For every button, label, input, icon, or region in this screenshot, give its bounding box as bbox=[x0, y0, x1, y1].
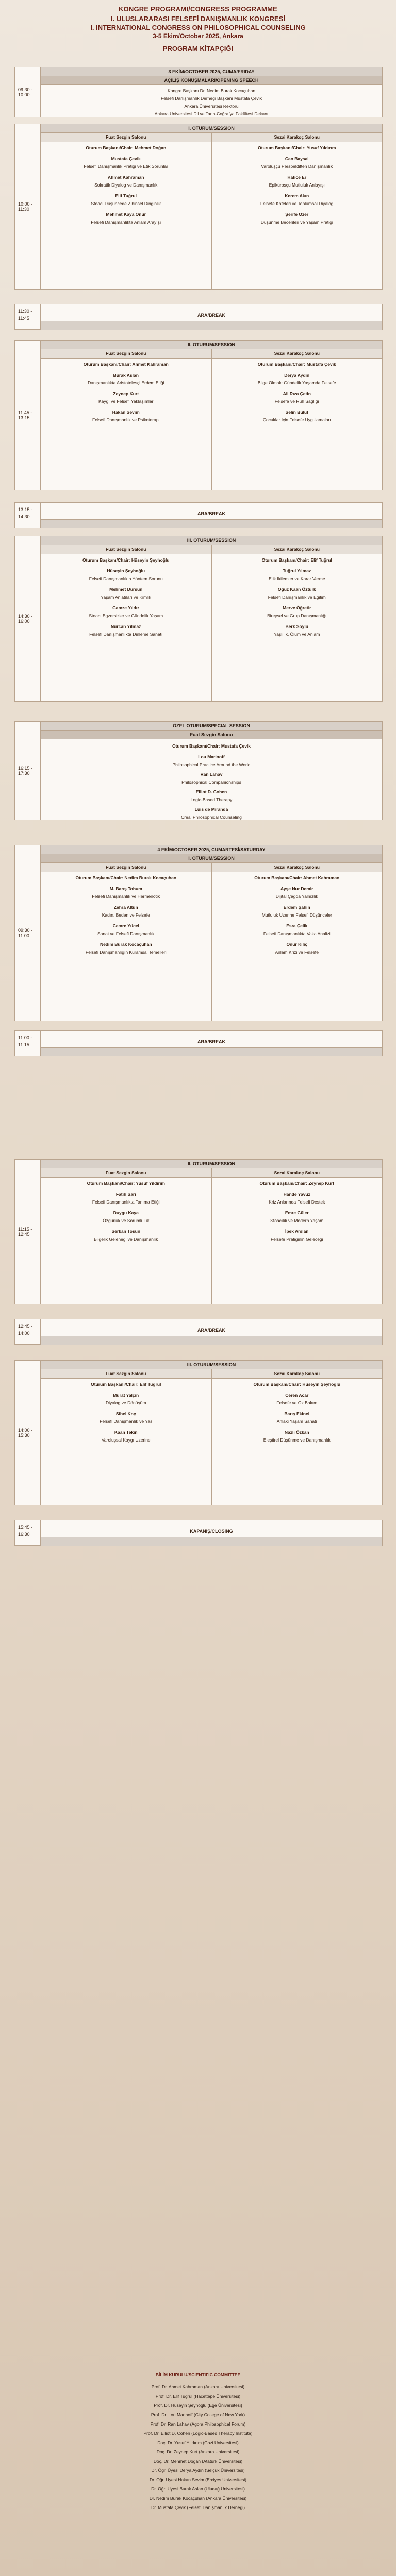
talk-title: Kadın, Beden ve Felsefe bbox=[102, 912, 150, 918]
session-time: 11:45 - 13:15 bbox=[15, 341, 41, 490]
closing-block bbox=[14, 1520, 383, 1546]
session-title: III. OTURUM/SESSION bbox=[41, 536, 382, 545]
talk-title: Özgürlük ve Sorumluluk bbox=[103, 1218, 150, 1223]
hall-name: Fuat Sezgin Salonu bbox=[41, 133, 211, 142]
speaker-name: Oğuz Kaan Öztürk bbox=[277, 587, 316, 592]
talk-title: Sokratik Diyalog ve Danışmanlık bbox=[94, 182, 158, 188]
committee-member: Prof. Dr. Ran Lahav (Agora Philosophical Forum) bbox=[150, 2421, 246, 2427]
hall-column bbox=[41, 349, 212, 490]
speaker-name: Hatice Er bbox=[287, 175, 307, 180]
talk-title: Felsefi Danışmanlık ve Hermenötik bbox=[92, 894, 160, 899]
committee-member: Prof. Dr. Ahmet Kahraman (Ankara Üniversitesi) bbox=[151, 2384, 245, 2389]
hall-name: Fuat Sezgin Salonu bbox=[41, 863, 211, 872]
talk-title: Yaşlılık, Ölüm ve Anlam bbox=[274, 632, 320, 637]
speaker-name: Nazlı Özkan bbox=[284, 1430, 309, 1435]
talk-title: Sanat ve Felsefi Danışmanlık bbox=[97, 931, 155, 936]
speaker-name: Merve Öğretir bbox=[283, 605, 311, 611]
talk-title: Danışmanlıkta Aristotelesçi Erdem Etiği bbox=[88, 380, 164, 385]
break-time: 13:15 - 14:30 bbox=[15, 503, 41, 528]
speaker-name: Luis de Miranda bbox=[194, 807, 228, 812]
committee-member: Dr. Nedim Burak Kocaçuhan (Ankara Üniversitesi) bbox=[149, 2496, 247, 2501]
talk-title: Diyalog ve Dönüşüm bbox=[106, 1400, 146, 1405]
committee-member: Dr. Öğr. Üyesi Burak Aslan (Uludağ Üniversitesi) bbox=[151, 2486, 245, 2492]
session-time: 14:00 - 15:30 bbox=[15, 1361, 41, 1505]
speaker-name: Barış Ekinci bbox=[284, 1411, 310, 1416]
committee-member: Prof. Dr. Hüseyin Şeyhoğlu (Ege Üniversitesi) bbox=[154, 2403, 242, 2408]
hall-name: Sezai Karakoç Salonu bbox=[212, 545, 383, 554]
speaker-name: Lou Marinoff bbox=[198, 754, 225, 759]
committee-title: BİLİM KURULU/SCIENTIFIC COMMITTEE bbox=[155, 2372, 241, 2377]
speaker-name: Mustafa Çevik bbox=[111, 156, 141, 161]
committee-member: Doç. Dr. Zeynep Kurt (Ankara Üniversitesi) bbox=[156, 2449, 240, 2454]
session-block bbox=[14, 340, 383, 490]
committee-member: Doç. Dr. Mehmet Doğan (Atatürk Üniversitesi) bbox=[153, 2459, 243, 2464]
scientific-committee bbox=[14, 2370, 382, 2512]
talk-title: Felsefi Danışmanlıkta Vaka Analizi bbox=[263, 931, 331, 936]
hall-column bbox=[212, 1168, 383, 1304]
hall-column bbox=[41, 133, 212, 289]
hall-name: Fuat Sezgin Salonu bbox=[41, 349, 211, 359]
program-title: KONGRE PROGRAMI/CONGRESS PROGRAMME bbox=[119, 5, 277, 13]
hall-column bbox=[212, 1369, 383, 1505]
talk-title: Bireysel ve Grup Danışmanlığı bbox=[267, 613, 327, 618]
speaker-name: Gamze Yıldız bbox=[112, 605, 140, 611]
session-time: 14:30 - 16:00 bbox=[15, 536, 41, 701]
speaker-name: Selin Bulut bbox=[285, 410, 308, 415]
chair: Oturum Başkanı/Chair: Elif Tuğrul bbox=[261, 557, 332, 563]
speaker-name: Elif Tuğrul bbox=[115, 193, 137, 198]
speaker-name: Ceren Acar bbox=[285, 1393, 309, 1398]
talk-title: Felsefi Danışmanlık ve Psikoterapi bbox=[92, 417, 160, 422]
session-title: I. OTURUM/SESSION bbox=[41, 854, 382, 863]
talk-title: Kaygı ve Felsefi Yaklaşımlar bbox=[98, 399, 154, 404]
speaker-name: Nedim Burak Kocaçuhan bbox=[100, 942, 152, 947]
talk-title: Philosophical Practice Around the World bbox=[172, 762, 251, 767]
session-block bbox=[14, 1159, 383, 1304]
opening-speaker: Kongre Başkanı Dr. Nedim Burak Kocaçuhan bbox=[167, 88, 256, 93]
speaker-name: Ali Rıza Çetin bbox=[283, 391, 311, 396]
talk-title: Eleştirel Düşünme ve Danışmanlık bbox=[263, 1437, 331, 1443]
talk-title: Varoluşçu Perspektiften Danışmanlık bbox=[261, 164, 333, 169]
session-time: 09:30 - 10:00 bbox=[15, 67, 41, 117]
speaker-name: Derya Aydın bbox=[284, 372, 310, 378]
chair: Oturum Başkanı/Chair: Mustafa Çevik bbox=[172, 743, 251, 749]
speaker-name: Fatih Sarı bbox=[116, 1192, 136, 1197]
break-block bbox=[14, 304, 383, 330]
talk-title: Ahlaki Yaşam Sanatı bbox=[276, 1419, 317, 1424]
committee-member: Prof. Dr. Elliot D. Cohen (Logic-Based Therapy Institute) bbox=[143, 2431, 253, 2436]
talk-title: Felsefi Danışmanlık Pratiği ve Etik Sorunlar bbox=[84, 164, 168, 169]
committee-member: Doç. Dr. Yusuf Yıldırım (Gazi Üniversitesi) bbox=[157, 2440, 239, 2445]
break-time: 11:00 - 11:15 bbox=[15, 1031, 41, 1056]
session-block bbox=[14, 1360, 383, 1505]
talk-title: Stoacı Egzersizler ve Gündelik Yaşam bbox=[89, 613, 163, 618]
talk-title: Kriz Anlarında Felsefi Destek bbox=[269, 1199, 325, 1205]
closing-time: 15:45 - 16:30 bbox=[15, 1520, 41, 1545]
talk-title: Philosophical Companionships bbox=[182, 779, 241, 785]
speaker-name: Cemre Yücel bbox=[112, 923, 139, 928]
hall-name: Fuat Sezgin Salonu bbox=[41, 1168, 211, 1178]
session-block bbox=[14, 845, 383, 1021]
closing-bar bbox=[41, 1537, 382, 1546]
chair: Oturum Başkanı/Chair: Mehmet Doğan bbox=[86, 145, 167, 150]
session-time: 16:15 - 17:30 bbox=[15, 722, 41, 820]
hall-name: Sezai Karakoç Salonu bbox=[212, 1168, 383, 1178]
talk-title: Mutluluk Üzerine Felsefi Düşünceler bbox=[261, 912, 332, 918]
session-block bbox=[14, 124, 383, 290]
chair: Oturum Başkanı/Chair: Hüseyin Şeyhoğlu bbox=[82, 557, 170, 563]
hall-name: Sezai Karakoç Salonu bbox=[212, 863, 383, 872]
speaker-name: Duygu Kaya bbox=[113, 1210, 139, 1215]
break-time: 11:30 - 11:45 bbox=[15, 304, 41, 329]
break-bar bbox=[41, 1336, 382, 1345]
break-block bbox=[14, 1319, 383, 1345]
hall-name: Sezai Karakoç Salonu bbox=[212, 349, 383, 359]
talk-title: Stoacı Düşüncede Zihinsel Dinginlik bbox=[91, 201, 161, 206]
day-title: 3 EKİM/OCTOBER 2025, CUMA/FRIDAY bbox=[41, 67, 382, 76]
talk-title: Felsefe Pratiğinin Geleceği bbox=[270, 1236, 323, 1242]
program-header bbox=[0, 5, 396, 53]
committee-member: Dr. Öğr. Üyesi Derya Aydın (Selçuk Üniversitesi) bbox=[151, 2468, 245, 2473]
session-time: 09:30 - 11:00 bbox=[15, 845, 41, 1021]
speaker-name: Mehmet Dursun bbox=[109, 587, 143, 592]
speaker-name: Ahmet Kahraman bbox=[108, 175, 144, 180]
opening-title: AÇILIŞ KONUŞMALARI/OPENING SPEECH bbox=[41, 76, 382, 85]
session-title: II. OTURUM/SESSION bbox=[41, 1160, 382, 1168]
committee-member: Prof. Dr. Elif Tuğrul (Hacettepe Üniversitesi) bbox=[155, 2394, 241, 2399]
break-time: 12:45 - 14:00 bbox=[15, 1319, 41, 1344]
break-block bbox=[14, 502, 383, 528]
speaker-name: Sibel Koç bbox=[116, 1411, 136, 1416]
hall-column bbox=[41, 1168, 212, 1304]
speaker-name: İpek Arslan bbox=[285, 1229, 309, 1234]
talk-title: Felsefi Danışmanlığın Kuramsal Temelleri bbox=[85, 950, 167, 955]
talk-title: Yaşam Anlatıları ve Kimlik bbox=[101, 595, 152, 600]
closing-label: KAPANIŞ/CLOSING bbox=[190, 1529, 233, 1534]
speaker-name: Esra Çelik bbox=[286, 923, 308, 928]
break-label: ARA/BREAK bbox=[197, 1328, 225, 1333]
hall-column bbox=[41, 545, 212, 701]
talk-title: Stoacılık ve Modern Yaşam bbox=[270, 1218, 324, 1223]
speaker-name: M. Barış Tohum bbox=[109, 886, 142, 891]
speaker-name: Burak Aslan bbox=[113, 372, 139, 378]
speaker-name: Kaan Tekin bbox=[114, 1430, 138, 1435]
speaker-name: Onur Kılıç bbox=[286, 942, 308, 947]
hall-column bbox=[212, 133, 383, 289]
speaker-name: Hüseyin Şeyhoğlu bbox=[107, 568, 145, 573]
chair: Oturum Başkanı/Chair: Zeynep Kurt bbox=[259, 1181, 335, 1186]
hall-column bbox=[212, 349, 383, 490]
committee-member: Dr. Mustafa Çevik (Felsefi Danışmanlık Derneği) bbox=[151, 2505, 245, 2510]
hall-name: Fuat Sezgin Salonu bbox=[41, 731, 382, 739]
chair: Oturum Başkanı/Chair: Nedim Burak Kocaçuhan bbox=[75, 875, 177, 880]
session-title: III. OTURUM/SESSION bbox=[41, 1361, 382, 1369]
speaker-name: Kerem Akın bbox=[285, 193, 309, 198]
chair: Oturum Başkanı/Chair: Yusuf Yıldırım bbox=[258, 145, 336, 150]
speaker-name: Şerife Özer bbox=[285, 212, 309, 217]
speaker-name: Mehmet Kaya Onur bbox=[106, 212, 146, 217]
opening-speaker: Felsefi Danışmanlık Derneği Başkanı Mustafa Çevik bbox=[160, 96, 262, 101]
speaker-name: Hande Yavuz bbox=[283, 1192, 310, 1197]
talk-title: Felsefi Danışmanlık ve Eğitim bbox=[268, 595, 326, 600]
talk-title: Varoluşsal Kaygı Üzerine bbox=[101, 1437, 151, 1443]
break-label: ARA/BREAK bbox=[197, 511, 225, 516]
session-time: 10:00 - 11:30 bbox=[15, 124, 41, 289]
break-block bbox=[14, 1030, 383, 1056]
hall-name: Fuat Sezgin Salonu bbox=[41, 1369, 211, 1379]
session-time: 11:15 - 12:45 bbox=[15, 1160, 41, 1304]
talk-title: Epikürosçu Mutluluk Anlayışı bbox=[269, 182, 325, 188]
session-block bbox=[14, 536, 383, 702]
opening-speaker: Ankara Üniversitesi Dil ve Tarih-Coğrafya Fakültesi Dekanı bbox=[154, 111, 269, 116]
talk-title: Felsefi Danışmanlıkta Anlam Arayışı bbox=[91, 219, 161, 225]
talk-title: Çocuklar İçin Felsefe Uygulamaları bbox=[262, 417, 331, 422]
break-bar bbox=[41, 519, 382, 528]
speaker-name: Murat Yalçın bbox=[113, 1393, 139, 1398]
hall-name: Fuat Sezgin Salonu bbox=[41, 545, 211, 554]
special-session-block bbox=[14, 721, 383, 820]
day-title: 4 EKİM/OCTOBER 2025, CUMARTESİ/SATURDAY bbox=[41, 845, 382, 854]
chair: Oturum Başkanı/Chair: Ahmet Kahraman bbox=[254, 875, 340, 880]
break-label: ARA/BREAK bbox=[197, 313, 225, 318]
hall-column bbox=[212, 863, 383, 1021]
speaker-name: Ayşe Nur Demir bbox=[280, 886, 314, 891]
chair: Oturum Başkanı/Chair: Elif Tuğrul bbox=[91, 1382, 161, 1387]
speaker-name: Nurcan Yılmaz bbox=[111, 624, 141, 629]
speaker-name: Zeynep Kurt bbox=[113, 391, 139, 396]
speaker-name: Tuğrul Yılmaz bbox=[283, 568, 311, 573]
talk-title: Dijital Çağda Yalnızlık bbox=[275, 894, 318, 899]
hall-column bbox=[41, 1369, 212, 1505]
break-bar bbox=[41, 321, 382, 330]
speaker-name: Elliot D. Cohen bbox=[195, 789, 227, 794]
talk-title: Felsefi Danışmanlıkta Yöntem Sorunu bbox=[89, 576, 163, 581]
break-label: ARA/BREAK bbox=[197, 1039, 225, 1044]
session-title: I. OTURUM/SESSION bbox=[41, 124, 382, 133]
opening-block bbox=[14, 67, 383, 117]
talk-title: Bilge Olmak: Gündelik Yaşamda Felsefe bbox=[257, 380, 336, 385]
talk-title: Düşünme Becerileri ve Yaşam Pratiği bbox=[260, 219, 333, 225]
talk-title: Anlam Krizi ve Felsefe bbox=[275, 950, 319, 955]
session-title: II. OTURUM/SESSION bbox=[41, 341, 382, 349]
congress-date: 3-5 Ekim/October 2025, Ankara bbox=[153, 32, 243, 40]
hall-name: Sezai Karakoç Salonu bbox=[212, 1369, 383, 1379]
chair: Oturum Başkanı/Chair: Hüseyin Şeyhoğlu bbox=[253, 1382, 341, 1387]
committee-member: Dr. Öğr. Üyesi Hakan Sevim (Erciyes Üniversitesi) bbox=[150, 2477, 246, 2482]
chair: Oturum Başkanı/Chair: Ahmet Kahraman bbox=[83, 362, 169, 367]
talk-title: Felsefe ve Ruh Sağlığı bbox=[274, 399, 319, 404]
committee-member: Prof. Dr. Lou Marinoff (City College of New York) bbox=[151, 2412, 245, 2417]
session-title: ÖZEL OTURUM/SPECIAL SESSION bbox=[41, 722, 382, 731]
speaker-name: Berk Soylu bbox=[285, 624, 308, 629]
talk-title: Felsefe ve Öz Bakım bbox=[276, 1400, 318, 1405]
talk-title: Felsefe Kafeleri ve Toplumsal Diyalog bbox=[260, 201, 334, 206]
congress-name-tr: I. ULUSLARARASI FELSEFİ DANIŞMANLIK KONGRESİ bbox=[110, 15, 285, 23]
break-bar bbox=[41, 1047, 382, 1056]
chair: Oturum Başkanı/Chair: Yusuf Yıldırım bbox=[87, 1181, 165, 1186]
booklet-title: PROGRAM KİTAPÇIĞI bbox=[162, 45, 234, 53]
chair: Oturum Başkanı/Chair: Mustafa Çevik bbox=[257, 362, 336, 367]
talk-title: Etik İkilemler ve Karar Verme bbox=[268, 576, 325, 581]
background-band bbox=[0, 1494, 396, 2241]
talk-title: Logic-Based Therapy bbox=[190, 797, 233, 802]
talk-title: Bilgelik Geleneği ve Danışmanlık bbox=[94, 1236, 158, 1242]
congress-name-en: I. INTERNATIONAL CONGRESS ON PHILOSOPHICAL COUNSELING bbox=[90, 24, 306, 31]
talk-title: Felsefi Danışmanlıkta Dinleme Sanatı bbox=[89, 632, 163, 637]
speaker-name: Serkan Tosun bbox=[111, 1229, 141, 1234]
speaker-name: Ran Lahav bbox=[200, 772, 223, 777]
talk-title: Felsefi Danışmanlıkta Tanıma Etiği bbox=[92, 1199, 160, 1205]
talk-title: Felsefi Danışmanlık ve Yas bbox=[100, 1419, 153, 1424]
speaker-name: Can Baysal bbox=[285, 156, 309, 161]
talk-title: Creal Philosophical Counseling bbox=[181, 815, 242, 820]
speaker-name: Hakan Sevim bbox=[112, 410, 140, 415]
speaker-name: Zehra Altun bbox=[113, 905, 138, 910]
hall-name: Sezai Karakoç Salonu bbox=[212, 133, 383, 142]
opening-speaker: Ankara Üniversitesi Rektörü bbox=[184, 104, 239, 109]
speaker-name: Emre Güler bbox=[285, 1210, 309, 1215]
hall-column bbox=[212, 545, 383, 701]
speaker-name: Erdem Şahin bbox=[283, 905, 310, 910]
hall-column bbox=[41, 863, 212, 1021]
